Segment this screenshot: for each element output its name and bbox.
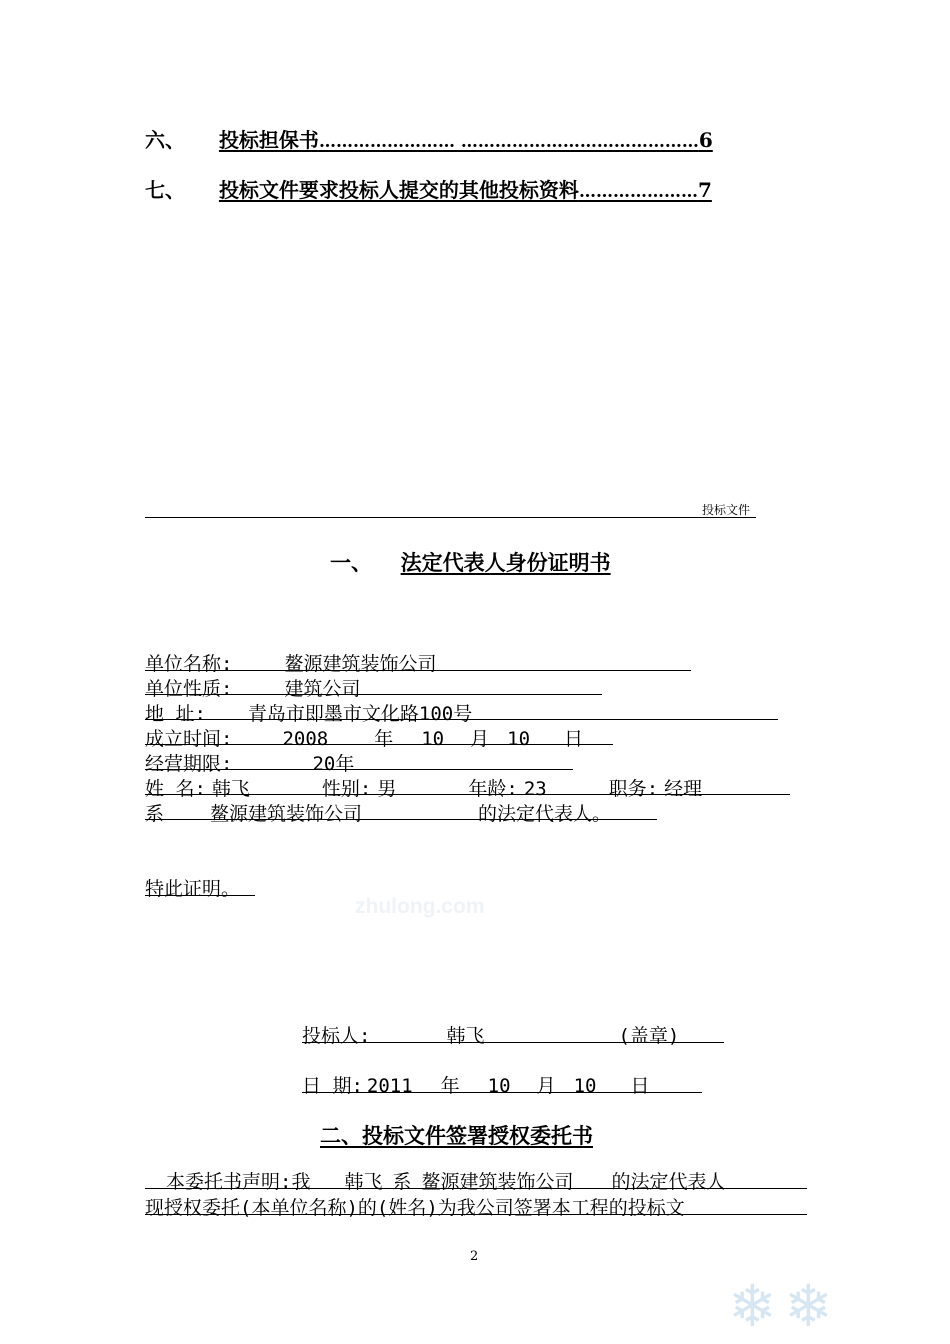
bidder-underline [302, 1042, 724, 1043]
section-heading: 法定代表人身份证明书 [400, 550, 611, 575]
unit-type-label: 单位性质: [145, 678, 233, 700]
is-company: 鳌源建筑装饰公司 [210, 803, 363, 825]
date-label: 日 期: [302, 1075, 363, 1097]
date-month-unit: 月 [536, 1075, 556, 1097]
position-label: 职务: [608, 778, 659, 800]
person-underline [145, 794, 790, 795]
toc-item-6[interactable] [145, 124, 713, 153]
section2-line2: 现授权委托(本单位名称)的(姓名)为我公司签署本工程的投标文 [145, 1197, 685, 1219]
period-label: 经营期限: [145, 753, 233, 775]
toc-title: 投标文件要求投标人提交的其他投标资料 [218, 178, 579, 202]
toc-number: 七、 [145, 178, 185, 202]
founded-label: 成立时间: [145, 728, 233, 750]
unit-type-value: 建筑公司 [284, 678, 361, 700]
snowflake-icon: ❄ [784, 1272, 833, 1340]
address-underline [145, 719, 778, 720]
bidder-row [302, 1021, 679, 1048]
section2-line1-underline [145, 1188, 807, 1189]
unit-type-underline [145, 694, 602, 695]
toc-entry [219, 128, 713, 152]
is-suffix: 的法定代表人。 [478, 803, 612, 825]
age-label: 年龄: [468, 778, 518, 800]
statement-name: 韩飞 [344, 1171, 383, 1193]
certify-underline [145, 895, 255, 896]
founded-day-unit: 日 [564, 728, 584, 750]
toc-entry [219, 178, 712, 202]
section-number: 一、 [330, 550, 372, 575]
unit-name-row [145, 649, 436, 676]
date-row [302, 1071, 649, 1098]
section-title [330, 547, 611, 577]
date-month: 10 [487, 1075, 511, 1097]
founded-month-unit: 月 [470, 728, 490, 750]
founded-underline [145, 744, 613, 745]
date-year-unit: 年 [440, 1075, 460, 1097]
unit-name-value: 鳌源建筑装饰公司 [284, 653, 437, 675]
period-underline [145, 769, 573, 770]
founded-day: 10 [507, 728, 531, 750]
section2-heading: 二、投标文件签署授权委托书 [320, 1123, 593, 1148]
section2-line1 [166, 1167, 726, 1194]
running-header: 投标文件 [702, 503, 751, 517]
unit-name-label: 单位名称: [145, 653, 233, 675]
person-row [145, 774, 702, 801]
date-day: 10 [573, 1075, 597, 1097]
founded-year-unit: 年 [374, 728, 394, 750]
name-value: 韩飞 [211, 778, 250, 800]
representative-underline [145, 819, 657, 820]
bidder-value: 韩飞 [446, 1025, 485, 1047]
period-row [145, 749, 354, 776]
unit-type-row [145, 674, 360, 701]
date-underline [302, 1092, 702, 1093]
header-rule [145, 517, 756, 518]
name-label: 姓 名: [145, 778, 206, 800]
is-prefix: 系 [145, 803, 165, 825]
toc-dots: …………………… …………………………………… [318, 132, 699, 152]
founded-month: 10 [421, 728, 445, 750]
toc-title: 投标担保书 [218, 128, 319, 152]
address-row [145, 699, 472, 726]
toc-item-7[interactable] [145, 174, 712, 203]
bidder-label: 投标人: [302, 1025, 371, 1047]
statement-is: 系 [392, 1171, 412, 1193]
representative-row [145, 799, 611, 826]
position-value: 经理 [664, 778, 703, 800]
toc-number: 六、 [145, 128, 185, 152]
section2-title [320, 1120, 593, 1150]
snowflake-icon: ❄ [728, 1272, 777, 1340]
founded-row [145, 724, 583, 751]
toc-page: 7 [697, 178, 712, 202]
toc-page: 6 [698, 128, 713, 152]
gender-label: 性别: [321, 778, 372, 800]
statement-company: 鳌源建筑装饰公司 [421, 1171, 574, 1193]
date-day-unit: 日 [630, 1075, 650, 1097]
founded-year: 2008 [282, 728, 329, 750]
date-year: 2011 [366, 1075, 413, 1097]
section2-line2-underline [145, 1214, 807, 1215]
address-label: 地 址: [145, 703, 206, 725]
seal-text: (盖章) [618, 1025, 680, 1047]
age-value: 23 [523, 778, 547, 800]
watermark-text: zhulong.com [355, 895, 485, 918]
address-value: 青岛市即墨市文化路100号 [247, 703, 473, 725]
page-number: 2 [470, 1249, 479, 1264]
statement-end: 的法定代表人 [611, 1171, 726, 1193]
period-value: 20年 [312, 753, 355, 775]
toc-dots: ………………… [578, 182, 698, 202]
unit-name-underline [145, 670, 691, 671]
gender-value: 男 [377, 778, 397, 800]
statement-start: 本委托书声明:我 [166, 1171, 311, 1193]
certify-text: 特此证明。 [145, 878, 241, 900]
